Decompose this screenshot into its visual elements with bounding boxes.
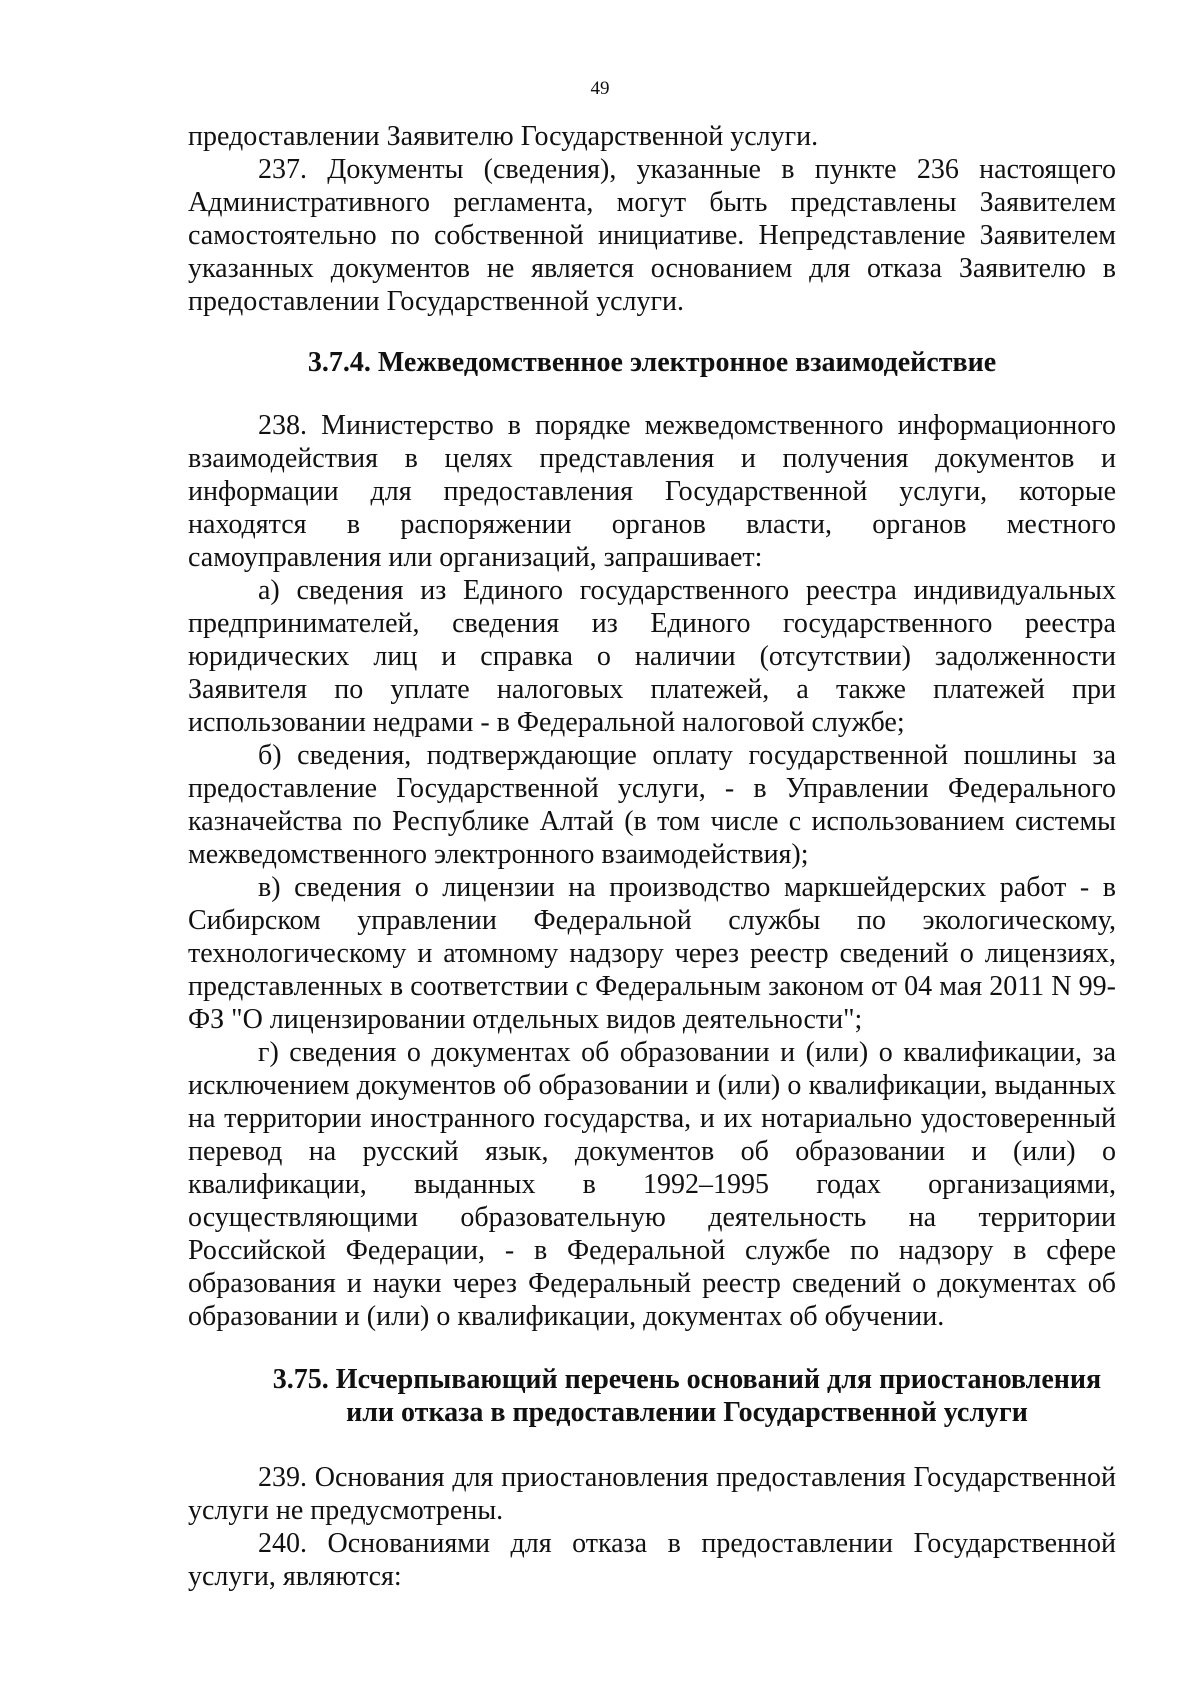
- list-item-a: а) сведения из Единого государственного реестра индивидуальных предпринимателей, сведения из Единого государственного реестра юридических лиц и справка о наличии (отсутствии) задолженности Заявителя по уплате налоговых платежей, а также платежей при использовании недрами - в Федеральной налоговой службе;: [188, 575, 1116, 738]
- list-item-v: в) сведения о лицензии на производство маркшейдерских работ - в Сибирском управлении Федеральной службы по экологическому, технологическому и атомному надзору через реестр сведений о лицензиях, представленных в соответствии с Федеральным законом от 04 мая 2011 N 99-ФЗ "О лицензировании отдельных видов деятельности";: [188, 872, 1116, 1035]
- continuation-paragraph: предоставлении Заявителю Государственной услуги.: [188, 121, 819, 152]
- list-item-b: б) сведения, подтверждающие оплату государственной пошлины за предоставление Государственной услуги, - в Управлении Федерального казначейства по Республике Алтай (в том числе с использованием системы межведомственного электронного взаимодействия);: [188, 740, 1116, 870]
- document-body: [188, 120, 1116, 1593]
- section-heading-3-7-5-line1: 3.75. Исчерпывающий перечень оснований для приостановления: [272, 1364, 1102, 1395]
- paragraph-237: 237. Документы (сведения), указанные в пункте 236 настоящего Административного регламента, могут быть представлены Заявителем самостоятельно по собственной инициативе. Непредставление Заявителем указанных документов не является основанием для отказа Заявителю в предоставлении Государственной услуги.: [188, 154, 1116, 317]
- page-number: 49: [590, 78, 610, 99]
- paragraph-239: 239. Основания для приостановления предоставления Государственной услуги не предусмотрены.: [188, 1462, 1116, 1526]
- list-item-g: г) сведения о документах об образовании и (или) о квалификации, за исключением документов об образовании и (или) о квалификации, выданных на территории иностранного государства, и их нотариально удостоверенный перевод на русский язык, документов об образовании и (или) о квалификации, выданных в 1992–1995 годах организациями, осуществляющими образовательную деятельность на территории Российской Федерации, - в Федеральной службе по надзору в сфере образования и науки через Федеральный реестр сведений о документах об образовании и (или) о квалификации, документах об обучении.: [188, 1037, 1116, 1332]
- paragraph-240: 240. Основаниями для отказа в предоставлении Государственной услуги, являются:: [188, 1528, 1116, 1592]
- section-heading-3-7-4: 3.7.4. Межведомственное электронное взаимодействие: [307, 347, 997, 378]
- paragraph-238: 238. Министерство в порядке межведомственного информационного взаимодействия в целях представления и получения документов и информации для предоставления Государственной услуги, которые находятся в распоряжении органов власти, органов местного самоуправления или организаций, запрашивает:: [188, 410, 1116, 573]
- section-heading-3-7-5-line2: или отказа в предоставлении Государственной услуги: [346, 1397, 1028, 1428]
- section-heading-3-7-5: [188, 1363, 1116, 1429]
